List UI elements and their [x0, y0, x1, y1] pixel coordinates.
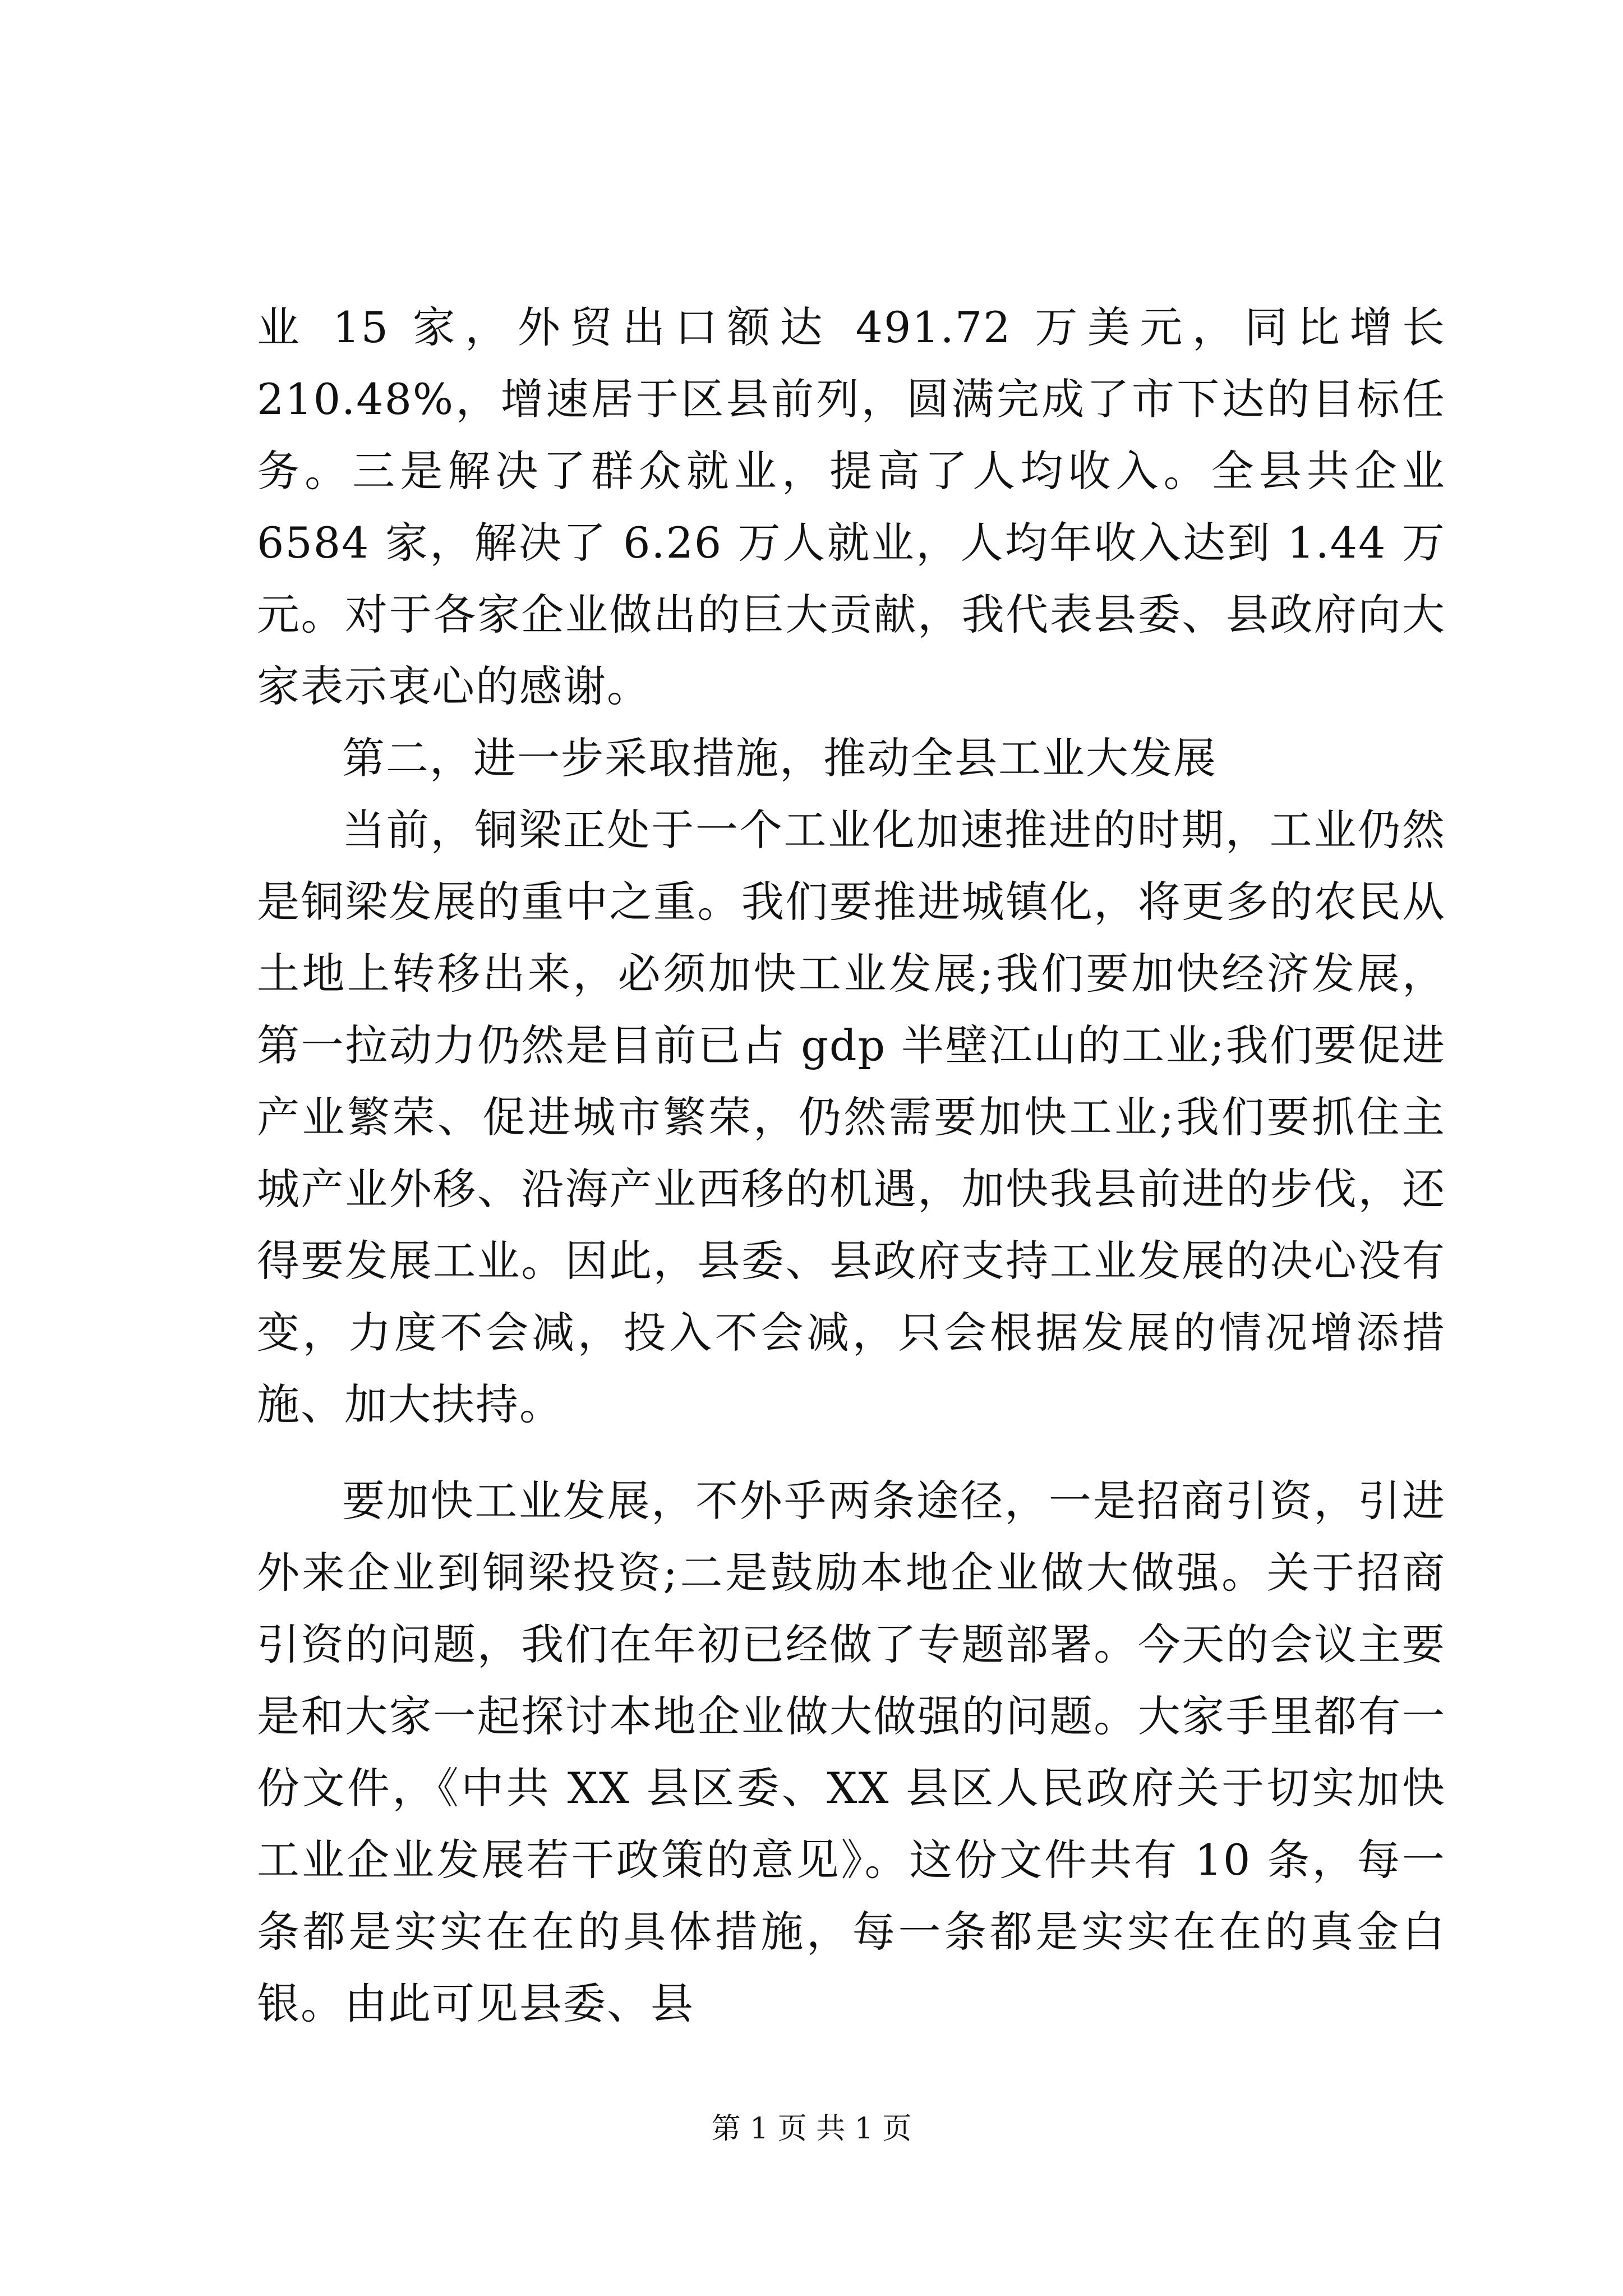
- paragraph-continuation: 业 15 家，外贸出口额达 491.72 万美元，同比增长 210.48%，增速居于区县前列，圆满完成了市下达的目标任务。三是解决了群众就业，提高了人均收入。全县共企业 6584 家，解决了 6.26 万人就业，人均年收入达到 1.44 万元。对于各家企业做出的巨大贡献，我代表县委、县政府向大家表示衷心的感谢。: [257, 302, 1446, 711]
- document-body: [257, 292, 1446, 2040]
- paragraph-development-paths: 要加快工业发展，不外乎两条途径，一是招商引资，引进外来企业到铜梁投资;二是鼓励本地企业做大做强。关于招商引资的问题，我们在年初已经做了专题部署。今天的会议主要是和大家一起探讨本地企业做大做强的问题。大家手里都有一份文件，《中共 XX 县区委、XX 县区人民政府关于切实加快工业企业发展若干政策的意见》。这份文件共有 10 条，每一条都是实实在在的具体措施，每一条都是实实在在的真金白银。由此可见县委、县: [257, 1476, 1446, 2028]
- page-footer: 第 1 页 共 1 页: [711, 2112, 912, 2146]
- paragraph-industrialization: 当前，铜梁正处于一个工业化加速推进的时期，工业仍然是铜梁发展的重中之重。我们要推进城镇化，将更多的农民从土地上转移出来，必须加快工业发展;我们要加快经济发展，第一拉动力仍然是目前已占 gdp 半壁江山的工业;我们要促进产业繁荣、促进城市繁荣，仍然需要加快工业;我们要抓住主城产业外移、沿海产业西移的机遇，加快我县前进的步伐，还得要发展工业。因此，县委、县政府支持工业发展的决心没有变，力度不会减，投入不会减，只会根据发展的情况增添措施、加大扶持。: [257, 805, 1446, 1429]
- section-heading: 第二，进一步采取措施，推动全县工业大发展: [342, 733, 1217, 783]
